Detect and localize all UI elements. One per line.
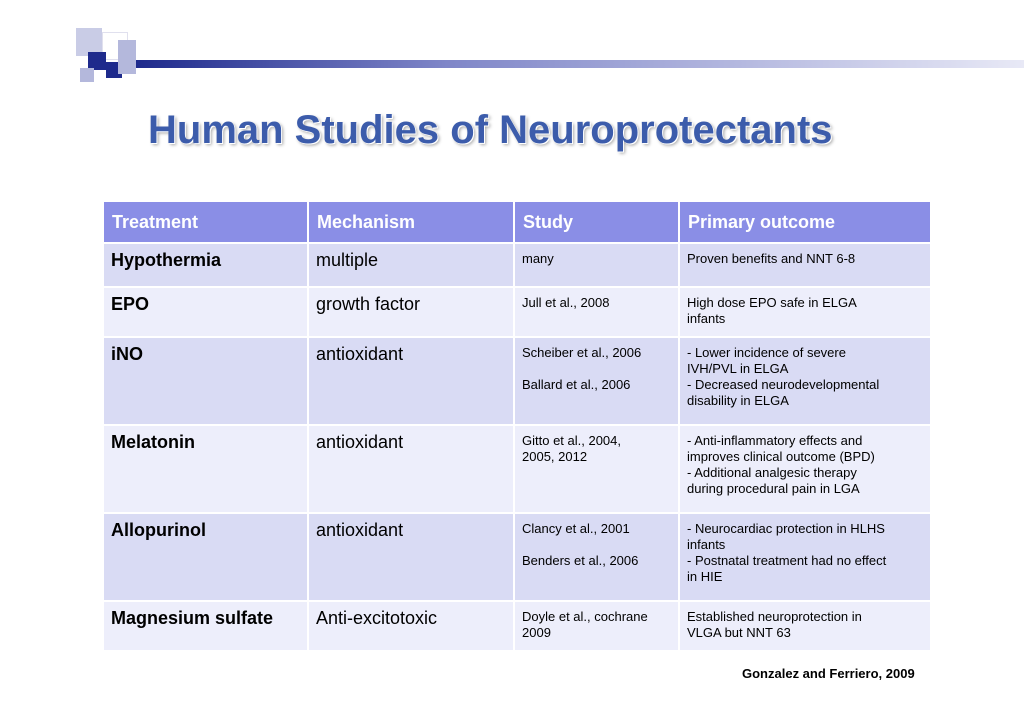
study-line: [522, 361, 672, 377]
outcome-line: in HIE: [687, 569, 723, 584]
cell-mechanism: Anti-excitotoxic: [309, 602, 513, 650]
cell-study: [515, 288, 678, 336]
cell-mechanism: antioxidant: [309, 514, 513, 600]
study-line: 2005, 2012: [522, 449, 588, 464]
cell-outcome: [680, 338, 930, 424]
study-line: many: [522, 251, 554, 266]
outcome-line: Established neuroprotection in: [687, 609, 862, 624]
study-line: Ballard et al., 2006: [522, 377, 631, 392]
cell-mechanism: antioxidant: [309, 338, 513, 424]
study-line: Gitto et al., 2004,: [522, 433, 622, 448]
page-title: Human Studies of Neuroprotectants: [148, 108, 833, 152]
study-line: Jull et al., 2008: [522, 295, 610, 310]
cell-treatment: EPO: [104, 288, 307, 336]
cell-study: [515, 514, 678, 600]
outcome-line: improves clinical outcome (BPD): [687, 449, 875, 464]
cell-study: [515, 338, 678, 424]
cell-treatment: Hypothermia: [104, 244, 307, 286]
study-line: [522, 537, 672, 553]
neuroprotectants-table: [102, 200, 932, 652]
outcome-line: Proven benefits and NNT 6-8: [687, 251, 856, 266]
outcome-line: infants: [687, 537, 726, 552]
cell-outcome: [680, 288, 930, 336]
outcome-line: - Lower incidence of severe: [687, 345, 846, 360]
table-body: [104, 244, 930, 650]
outcome-line: - Neurocardiac protection in HLHS: [687, 521, 885, 536]
outcome-line: - Decreased neurodevelopmental: [687, 377, 880, 392]
outcome-line: IVH/PVL in ELGA: [687, 361, 789, 376]
cell-study: [515, 602, 678, 650]
table-row: [104, 602, 930, 650]
outcome-line: - Postnatal treatment had no effect: [687, 553, 887, 568]
cell-treatment: Magnesium sulfate: [104, 602, 307, 650]
citation: Gonzalez and Ferriero, 2009: [742, 666, 915, 681]
outcome-line: - Anti-inflammatory effects and: [687, 433, 863, 448]
deco-square: [80, 68, 94, 82]
cell-mechanism: growth factor: [309, 288, 513, 336]
outcome-line: infants: [687, 311, 726, 326]
header-mechanism: Mechanism: [309, 202, 513, 242]
cell-outcome: [680, 244, 930, 286]
deco-gradient-bar: [136, 60, 1024, 68]
study-line: Benders et al., 2006: [522, 553, 639, 568]
table-row: [104, 288, 930, 336]
cell-outcome: [680, 514, 930, 600]
cell-treatment: Melatonin: [104, 426, 307, 512]
table-row: [104, 426, 930, 512]
study-line: 2009: [522, 625, 551, 640]
outcome-line: High dose EPO safe in ELGA: [687, 295, 857, 310]
cell-treatment: Allopurinol: [104, 514, 307, 600]
cell-treatment: iNO: [104, 338, 307, 424]
header-study: Study: [515, 202, 678, 242]
table-header-row: [104, 202, 930, 242]
study-line: Clancy et al., 2001: [522, 521, 630, 536]
table-row: [104, 244, 930, 286]
cell-outcome: [680, 426, 930, 512]
table-row: [104, 514, 930, 600]
cell-mechanism: multiple: [309, 244, 513, 286]
outcome-line: during procedural pain in LGA: [687, 481, 860, 496]
header-treatment: Treatment: [104, 202, 307, 242]
cell-study: [515, 426, 678, 512]
outcome-line: VLGA but NNT 63: [687, 625, 791, 640]
deco-square: [118, 40, 136, 74]
outcome-line: - Additional analgesic therapy: [687, 465, 857, 480]
cell-outcome: [680, 602, 930, 650]
header-outcome: Primary outcome: [680, 202, 930, 242]
table-row: [104, 338, 930, 424]
cell-study: [515, 244, 678, 286]
study-line: Scheiber et al., 2006: [522, 345, 642, 360]
cell-mechanism: antioxidant: [309, 426, 513, 512]
outcome-line: disability in ELGA: [687, 393, 789, 408]
study-line: Doyle et al., cochrane: [522, 609, 648, 624]
